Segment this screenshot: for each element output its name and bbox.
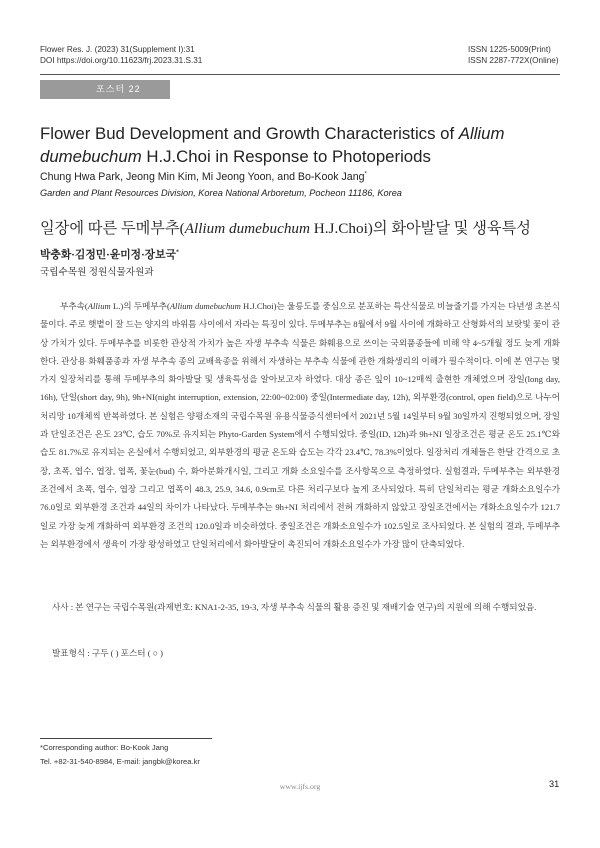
footnote-divider [40, 738, 212, 739]
journal-header [40, 44, 202, 66]
title-en-pre: Flower Bud Development and Growth Characteristics of [40, 124, 459, 143]
journal-citation: Flower Res. J. (2023) 31(Supplement I):31 [40, 45, 195, 54]
corresponding-mark: * [364, 171, 367, 178]
title-en-species: dumebuchum [40, 147, 142, 166]
contact-info: Tel. +82-31-540-8984, E-mail: jangbk@korea.kr [40, 757, 200, 766]
authors-en-names: Chung Hwa Park, Jeong Min Kim, Mi Jeong Yoon, and Bo-Kook Jang [40, 171, 365, 183]
abstract-text-1: 부추속( [60, 301, 88, 311]
title-korean [40, 218, 570, 240]
poster-tag: 포스터 22 [40, 80, 170, 99]
title-ko-pre: 일장에 따른 두메부추( [40, 220, 185, 237]
title-english [40, 122, 570, 168]
corresponding-mark-ko: * [175, 249, 179, 256]
affiliation-korean: 국립수목원 정원식물자원과 [40, 267, 154, 278]
doi-link[interactable]: DOI https://doi.org/10.11623/frj.2023.31.S.31 [40, 56, 203, 65]
affiliation-english: Garden and Plant Resources Division, Korea National Arboretum, Pocheon 11186, Korea [40, 188, 402, 198]
issn-print: ISSN 1225-5009(Print) [468, 45, 551, 54]
authors-english [40, 171, 367, 183]
page-number: 31 [549, 779, 560, 789]
title-en-genus: Allium [458, 124, 505, 143]
issn-header [468, 44, 559, 66]
title-en-post: H.J.Choi in Response to Photoperiods [141, 147, 431, 166]
header-divider [40, 74, 560, 75]
acknowledgement: 사사 : 본 연구는 국립수목원(과제번호: KNA1-2-35, 19-3, 자생 부추속 식물의 활용 증진 및 재배기술 연구)의 지원에 의해 수행되었음. [52, 602, 537, 612]
abstract-text-3: H.J.Choi)는 울릉도를 중심으로 분포하는 특산식물로 비늘줄기를 가지는 다년생 초본식물이다. 주로 햇볕이 잘 드는 양지의 바위틈 사이에서 자라는 특징이 있다. 두메부추는 8월에서 9월 사이에 개화하고 산형화서의 보랏빛 꽃이 관상 가치가 있다. 두메부추를 비롯한 관상적 가치가 높은 자생 부추속 식물은 화훼용으로 쓰이는 국외품종들에 비해 약 4~5개월 정도 늦게 개화한다. 관상용 화훼품종과 자생 부추속 종의 교배육종을 위해서 자생하는 부추속 식물에 관한 개화생리의 이해가 필수적이다. 이에 본 연구는 몇 가지 일장처리를 통해 두메부추의 화아발달 및 생육특성을 알아보고자 하였다. 대상 종은 잎이 10~12매씩 출현한 개체였으며 장일(long day, 16h), 단일(short day, 9h), 9h+NI(night interruption, extension, 22:00~02:00) 중일(Intermediate day, 12h), 외부환경(control, open field)으로 나누어 처리망 10개체씩 반복하였다. 본 실험은 양평소재의 국립수목원 유용식물증식센터에서 2021년 5월 14일부터 9월 30일까지 진행되었으며, 장일과 단일조건은 온도 23℃, 습도 70%로 유지되는 Phyto-Garden System에서 수행되었다. 중일(ID, 12h)과 9h+NI 일장조건은 평균 온도 25.1℃와 습도 81.7%로 유지되는 온실에서 수행되었고, 외부환경의 평균 온도와 습도는 각각 23.4℃, 78.3%이었다. 일장처리 개체들은 한달 간격으로 초장, 초폭, 엽수, 엽장, 엽폭, 꽃눈(bud) 수, 화아분화개시일, 그리고 개화 소요일수를 조사항목으로 측정하였다. 실험결과, 두메부추는 외부환경 조건에서 초폭, 엽수, 엽장 그리고 엽폭이 48.3, 25.9, 34.6, 0.9cm로 다른 처리구보다 높게 조사되었다. 특히 단일처리는 평균 개화소요일수가 76.0일로 외부환경 조건과 44일의 차이가 나타났다. 두메부추는 9h+NI 처리에서 전혀 개화하지 않았고 장일조건에서는 개화소요일수가 121.7일로 가장 늦게 개화하여 외부환경 조건의 120.0일과 비슷하였다. 중일조건은 개화소요일수가 102.5일로 조사되었다. 본 실험의 결과, 두메부추는 외부환경에서 생육이 가장 왕성하였고 단일처리에서 화아발달이 촉진되어 개화소요일수가 가장 많이 단축되었다. [40, 301, 560, 549]
abstract-genus: Allium [87, 301, 111, 311]
corresponding-author: *Corresponding author: Bo-Kook Jang [40, 743, 169, 752]
abstract-body [40, 297, 560, 553]
authors-korean [40, 247, 179, 262]
abstract-species: Allium dumebuchum [169, 301, 241, 311]
journal-website[interactable]: www.ijfs.org [279, 782, 321, 791]
title-ko-post: H.J.Choi)의 화아발달 및 생육특성 [309, 220, 531, 237]
presentation-format: 발표형식 : 구두 ( ) 포스터 ( ○ ) [52, 648, 163, 658]
title-ko-species: Allium dumebuchum [184, 220, 310, 237]
abstract-text-2: L.)의 두메부추( [110, 301, 170, 311]
authors-ko-names: 박충화·김정민·윤미정·장보국 [40, 249, 176, 261]
issn-online: ISSN 2287-772X(Online) [468, 56, 559, 65]
